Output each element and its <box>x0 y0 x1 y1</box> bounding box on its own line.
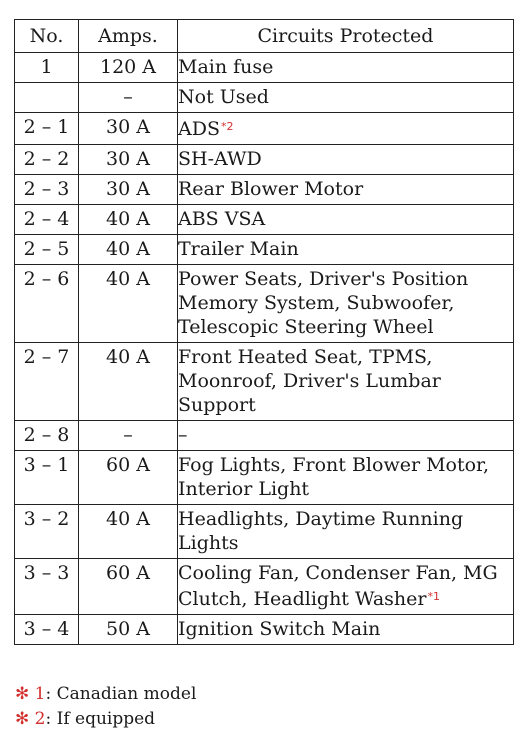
footnote-reference: *1 <box>427 590 440 603</box>
fuse-number: 2 – 2 <box>15 145 79 175</box>
fuse-table <box>14 19 514 645</box>
fuse-number: 2 – 6 <box>15 265 79 343</box>
fuse-amperage: 120 A <box>79 53 178 83</box>
circuit-cell <box>178 53 514 83</box>
circuit-cell <box>178 83 514 113</box>
fuse-amperage: – <box>79 83 178 113</box>
fuse-amperage: 40 A <box>79 235 178 265</box>
circuit-text: Not Used <box>178 86 269 108</box>
footnote-text: : If equipped <box>45 709 156 729</box>
circuit-cell <box>178 145 514 175</box>
footnote-number: 2 <box>29 709 46 729</box>
table-row <box>15 175 514 205</box>
asterisk-icon: ✻ <box>15 709 30 729</box>
footnote-reference: *2 <box>220 120 234 133</box>
header-amps: Amps. <box>79 20 178 53</box>
circuit-cell <box>178 113 514 145</box>
table-row <box>15 421 514 451</box>
circuit-cell <box>178 615 514 645</box>
circuit-text: Main fuse <box>178 56 274 78</box>
fuse-number: 1 <box>15 53 79 83</box>
fuse-amperage: 40 A <box>79 265 178 343</box>
table-row <box>15 343 514 421</box>
circuit-text: Trailer Main <box>178 238 299 260</box>
fuse-amperage: 30 A <box>79 145 178 175</box>
header-circuits: Circuits Protected <box>178 20 514 53</box>
footnote-1 <box>15 682 196 707</box>
circuit-text: Ignition Switch Main <box>178 618 381 640</box>
table-row <box>15 451 514 505</box>
footnotes <box>15 682 196 732</box>
footnote-number: 1 <box>29 684 46 704</box>
table-row <box>15 505 514 559</box>
table-row <box>15 113 514 145</box>
circuit-cell <box>178 265 514 343</box>
table-row <box>15 83 514 113</box>
circuit-cell <box>178 343 514 421</box>
table-row <box>15 615 514 645</box>
fuse-amperage: 40 A <box>79 505 178 559</box>
header-no: No. <box>15 20 79 53</box>
circuit-text: ADS <box>178 118 220 140</box>
fuse-number: 2 – 7 <box>15 343 79 421</box>
table-header-row <box>15 20 514 53</box>
table-row <box>15 235 514 265</box>
circuit-text: Power Seats, Driver's Position Memory System, Subwoofer, Telescopic Steering Wheel <box>178 268 469 338</box>
fuse-amperage: 60 A <box>79 559 178 615</box>
circuit-text: Fog Lights, Front Blower Motor, Interior Light <box>178 454 490 500</box>
table-row <box>15 265 514 343</box>
circuit-text: – <box>178 424 188 446</box>
circuit-cell <box>178 235 514 265</box>
table-row <box>15 53 514 83</box>
footnote-text: : Canadian model <box>45 684 197 704</box>
fuse-amperage: 50 A <box>79 615 178 645</box>
fuse-amperage: – <box>79 421 178 451</box>
circuit-cell <box>178 175 514 205</box>
circuit-cell <box>178 451 514 505</box>
fuse-number: 3 – 3 <box>15 559 79 615</box>
asterisk-icon: ✻ <box>15 684 30 704</box>
circuit-text: Rear Blower Motor <box>178 178 364 200</box>
circuit-text: Headlights, Daytime Running Lights <box>178 508 464 554</box>
circuit-text: ABS VSA <box>178 208 266 230</box>
fuse-number <box>15 83 79 113</box>
fuse-number: 2 – 3 <box>15 175 79 205</box>
table-row <box>15 205 514 235</box>
fuse-amperage: 60 A <box>79 451 178 505</box>
fuse-number: 3 – 2 <box>15 505 79 559</box>
fuse-amperage: 30 A <box>79 113 178 145</box>
footnote-2 <box>15 707 196 732</box>
fuse-number: 2 – 8 <box>15 421 79 451</box>
circuit-text: Front Heated Seat, TPMS, Moonroof, Driver's Lumbar Support <box>178 346 441 416</box>
fuse-number: 2 – 1 <box>15 113 79 145</box>
fuse-number: 3 – 4 <box>15 615 79 645</box>
table-row <box>15 559 514 615</box>
fuse-number: 2 – 5 <box>15 235 79 265</box>
fuse-amperage: 40 A <box>79 343 178 421</box>
circuit-cell <box>178 505 514 559</box>
fuse-number: 3 – 1 <box>15 451 79 505</box>
table-row <box>15 145 514 175</box>
fuse-amperage: 30 A <box>79 175 178 205</box>
circuit-text: Cooling Fan, Condenser Fan, MG Clutch, Headlight Washer <box>178 562 498 610</box>
circuit-cell <box>178 421 514 451</box>
circuit-cell <box>178 205 514 235</box>
circuit-text: SH-AWD <box>178 148 262 170</box>
fuse-amperage: 40 A <box>79 205 178 235</box>
circuit-cell <box>178 559 514 615</box>
fuse-number: 2 – 4 <box>15 205 79 235</box>
